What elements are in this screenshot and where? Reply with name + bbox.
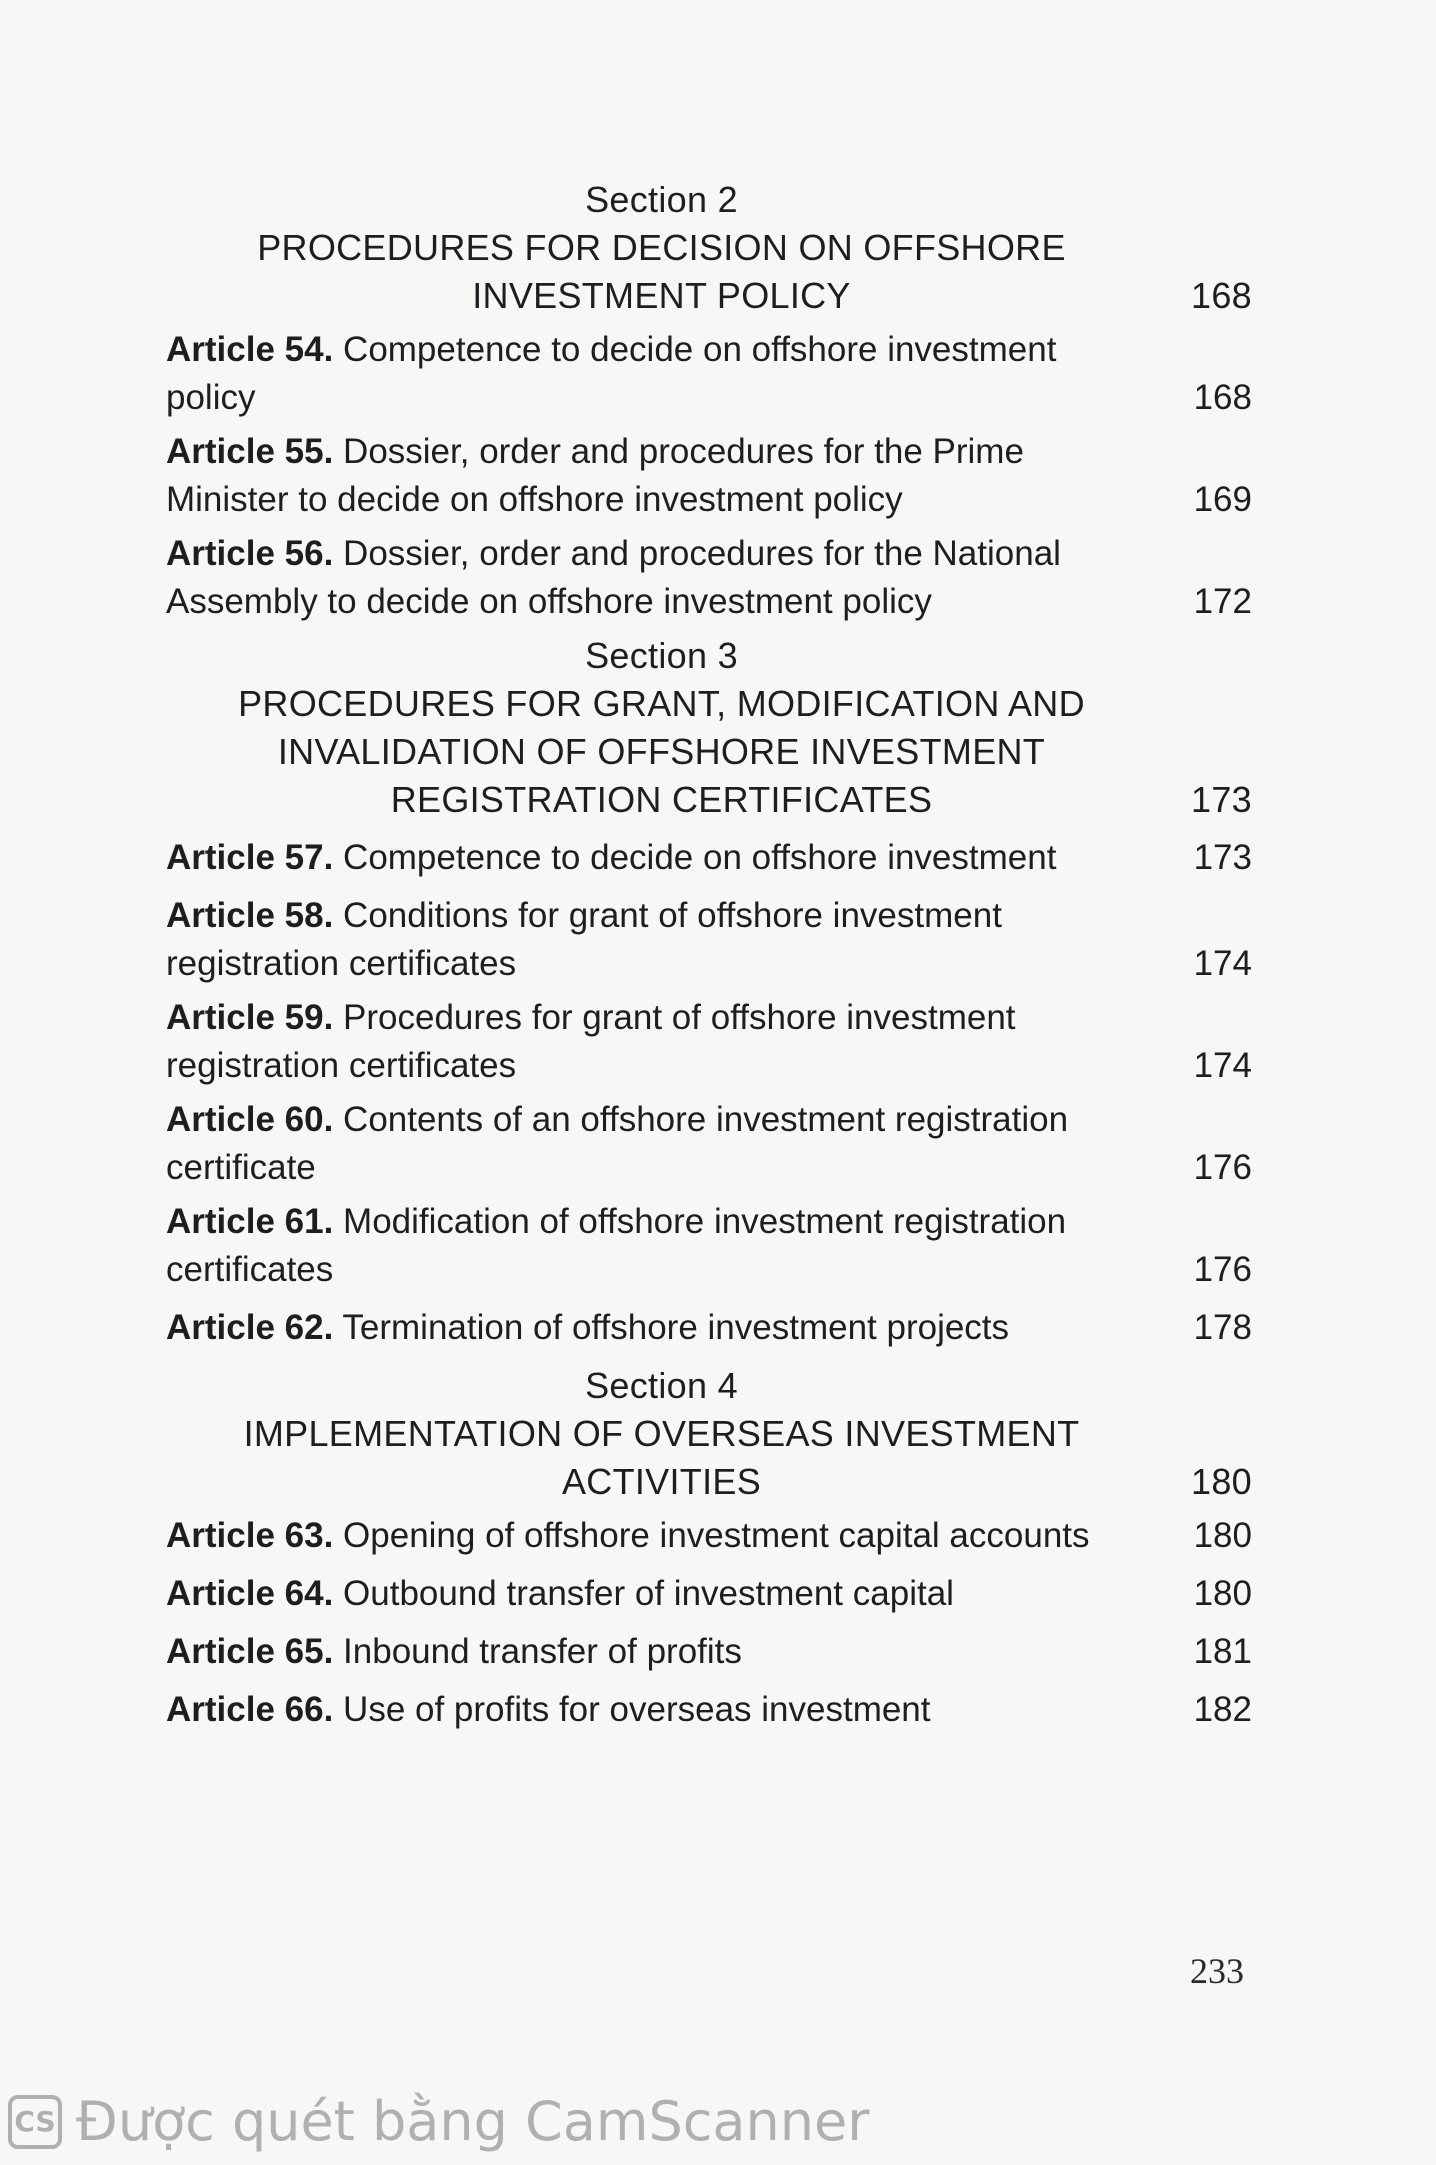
article-number: Article 66. xyxy=(166,1690,334,1729)
page-folio: 233 xyxy=(1190,1951,1244,1991)
section-title-line: REGISTRATION CERTIFICATES xyxy=(390,779,933,820)
article-title: Use of profits for overseas investment xyxy=(333,1690,931,1729)
section-title-line: IMPLEMENTATION OF OVERSEAS INVESTMENT xyxy=(243,1413,1080,1454)
section-title-line: INVESTMENT POLICY xyxy=(472,275,851,316)
article-number: Article 59. xyxy=(166,998,334,1037)
page-number: 182 xyxy=(1193,1690,1252,1729)
article-title: Competence to decide on offshore investment policy xyxy=(166,330,1057,417)
article-title: Contents of an offshore investment registration certificate xyxy=(166,1100,1069,1187)
section-page-number: 168 xyxy=(1191,275,1252,316)
page-number: 169 xyxy=(1193,480,1252,519)
page-number: 174 xyxy=(1193,1046,1252,1085)
page-number: 180 xyxy=(1193,1516,1252,1555)
page-number: 176 xyxy=(1193,1250,1252,1289)
section-heading xyxy=(166,1362,1252,1506)
article-number: Article 55. xyxy=(166,432,334,471)
camscanner-watermark xyxy=(8,2090,869,2153)
article-title: Opening of offshore investment capital accounts xyxy=(333,1516,1090,1555)
section-heading xyxy=(166,632,1252,824)
section-label: Section 2 xyxy=(585,179,738,220)
article-number: Article 58. xyxy=(166,896,334,935)
article-number: Article 56. xyxy=(166,534,334,573)
article-title: Termination of offshore investment projects xyxy=(333,1308,1010,1347)
toc-entry xyxy=(166,428,1252,524)
article-title: Competence to decide on offshore investment xyxy=(333,838,1057,877)
toc-entry xyxy=(166,1512,1252,1560)
article-title: Modification of offshore investment registration certificates xyxy=(166,1202,1067,1289)
article-title: Inbound transfer of profits xyxy=(333,1632,742,1671)
article-number: Article 63. xyxy=(166,1516,334,1555)
article-number: Article 61. xyxy=(166,1202,334,1241)
toc-entry xyxy=(166,1304,1252,1352)
article-title: Outbound transfer of investment capital xyxy=(333,1574,954,1613)
watermark-text: Được quét bằng CamScanner xyxy=(76,2090,870,2153)
toc-entry xyxy=(166,1198,1252,1294)
page-number: 174 xyxy=(1193,944,1252,983)
section-page-number: 180 xyxy=(1191,1461,1252,1502)
page-number: 173 xyxy=(1193,838,1252,877)
section-label: Section 4 xyxy=(585,1365,738,1406)
toc-entry xyxy=(166,326,1252,422)
toc-entry xyxy=(166,1686,1252,1734)
page-number: 180 xyxy=(1193,1574,1252,1613)
section-label: Section 3 xyxy=(585,635,738,676)
page-number: 168 xyxy=(1193,378,1252,417)
section-heading xyxy=(166,176,1252,320)
article-number: Article 60. xyxy=(166,1100,334,1139)
article-title: Procedures for grant of offshore investment registration certificates xyxy=(166,998,1016,1085)
article-title: Conditions for grant of offshore investment registration certificates xyxy=(166,896,1002,983)
page-number: 172 xyxy=(1193,582,1252,621)
page-number: 176 xyxy=(1193,1148,1252,1187)
toc-entry xyxy=(166,530,1252,626)
section-title-line: PROCEDURES FOR DECISION ON OFFSHORE xyxy=(257,227,1066,268)
article-title: Dossier, order and procedures for the Prime Minister to decide on offshore investment policy xyxy=(166,432,1024,519)
article-number: Article 54. xyxy=(166,330,334,369)
toc-entry xyxy=(166,1570,1252,1618)
camscanner-logo-icon: CS xyxy=(8,2095,62,2149)
toc-entry xyxy=(166,834,1252,882)
article-title: Dossier, order and procedures for the National Assembly to decide on offshore investment policy xyxy=(166,534,1061,621)
toc-entry xyxy=(166,1096,1252,1192)
section-title-line: PROCEDURES FOR GRANT, MODIFICATION AND xyxy=(238,683,1085,724)
section-title-line: INVALIDATION OF OFFSHORE INVESTMENT xyxy=(277,731,1046,772)
table-of-contents xyxy=(166,176,1252,1744)
section-title-line: ACTIVITIES xyxy=(561,1461,762,1502)
article-number: Article 64. xyxy=(166,1574,334,1613)
article-number: Article 65. xyxy=(166,1632,334,1671)
toc-entry xyxy=(166,994,1252,1090)
toc-entry xyxy=(166,892,1252,988)
page-number: 178 xyxy=(1193,1308,1252,1347)
section-page-number: 173 xyxy=(1191,779,1252,820)
article-number: Article 57. xyxy=(166,838,334,877)
toc-entry xyxy=(166,1628,1252,1676)
page-number: 181 xyxy=(1193,1632,1252,1671)
article-number: Article 62. xyxy=(166,1308,334,1347)
